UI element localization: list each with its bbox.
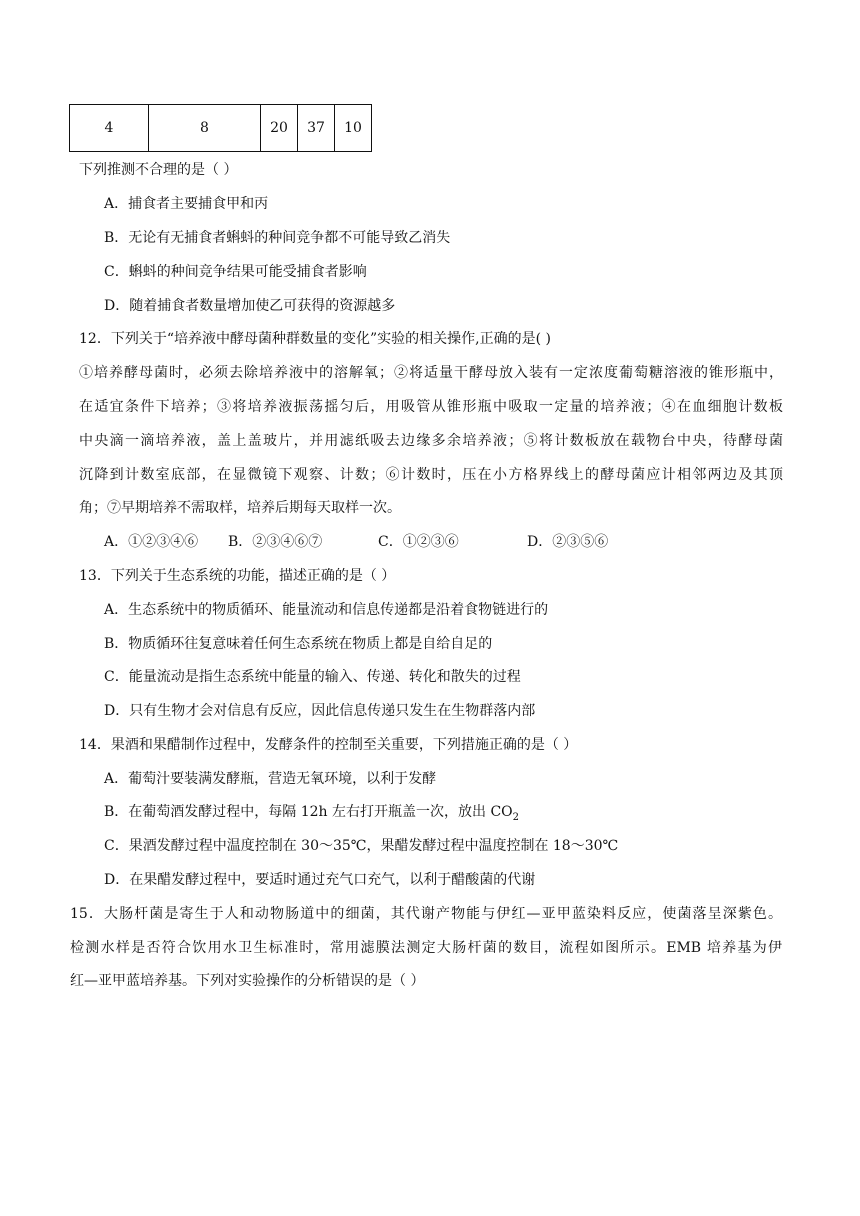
- data-table-fragment: [69, 104, 372, 152]
- q11-option-b: B．无论有无捕食者蝌蚪的种间竞争都不可能导致乙消失: [104, 230, 451, 246]
- q14-stem: 14．果酒和果醋制作过程中，发酵条件的控制至关重要，下列措施正确的是（ ）: [79, 737, 578, 753]
- q14-option-a: A．葡萄汁要装满发酵瓶，营造无氧环境，以利于发酵: [104, 771, 437, 787]
- q12-stem: 12．下列关于“培养液中酵母菌种群数量的变化”实验的相关操作,正确的是( ): [79, 331, 551, 347]
- q12-body-line: ①培养酵母菌时，必须去除培养液中的溶解氧；②将适量干酵母放入装有一定浓度葡萄糖溶液的锥形瓶中，: [79, 365, 783, 381]
- q13-option-c: C．能量流动是指生态系统中能量的输入、传递、转化和散失的过程: [104, 669, 521, 685]
- co2-subscript: 2: [512, 811, 520, 823]
- q12-body-line: 沉降到计数室底部，在显微镜下观察、计数；⑥计数时，压在小方格界线上的酵母菌应计相邻两边及其顶: [79, 467, 783, 483]
- q12-body-line: 中央滴一滴培养液，盖上盖玻片，并用滤纸吸去边缘多余培养液；⑤将计数板放在载物台中央，待酵母菌: [79, 433, 783, 449]
- q13-stem: 13．下列关于生态系统的功能，描述正确的是（ ）: [79, 568, 396, 584]
- table-cell: 10: [335, 105, 372, 152]
- q14-option-d: D．在果醋发酵过程中，要适时通过充气口充气，以利于醋酸菌的代谢: [104, 872, 536, 888]
- table-cell: 20: [261, 105, 298, 152]
- table-row: [70, 105, 372, 152]
- q12-option-c: C．①②③⑥: [378, 534, 459, 550]
- q13-option-a: A．生态系统中的物质循环、能量流动和信息传递都是沿着食物链进行的: [104, 602, 549, 618]
- q14-option-c: C．果酒发酵过程中温度控制在 30～35℃，果醋发酵过程中温度控制在 18～30℃: [104, 838, 619, 854]
- q15-line: 红—亚甲蓝培养基。下列对实验操作的分析错误的是（ ）: [70, 973, 425, 989]
- q15-line: 15．大肠杆菌是寄生于人和动物肠道中的细菌，其代谢产物能与伊红—亚甲蓝染料反应，使菌落呈深紫色。: [70, 906, 782, 922]
- table-cell: 37: [298, 105, 335, 152]
- q14-option-b-text: B．在葡萄酒发酵过程中，每隔 12h 左右打开瓶盖一次，放出 CO: [104, 804, 513, 820]
- q12-option-b: B．②③④⑥⑦: [228, 534, 323, 550]
- q13-option-b: B．物质循环往复意味着任何生态系统在物质上都是自给自足的: [104, 636, 493, 652]
- q11-option-a: A．捕食者主要捕食甲和丙: [104, 196, 269, 212]
- q15-line: 检测水样是否符合饮用水卫生标准时，常用滤膜法测定大肠杆菌的数目，流程如图所示。EMB 培养基为伊: [70, 940, 782, 956]
- q11-option-d: D．随着捕食者数量增加使乙可获得的资源越多: [104, 298, 396, 314]
- q11-option-c: C．蝌蚪的种间竞争结果可能受捕食者影响: [104, 264, 367, 280]
- q12-body-line: 在适宜条件下培养；③将培养液振荡摇匀后，用吸管从锥形瓶中吸取一定量的培养液；④在血细胞计数板: [79, 399, 783, 415]
- q12-option-a: A．①②③④⑥: [104, 534, 199, 550]
- table-cell: 8: [149, 105, 261, 152]
- q14-option-b: [104, 802, 519, 822]
- q12-option-d: D．②③⑤⑥: [527, 534, 609, 550]
- table-cell: 4: [70, 105, 149, 152]
- q13-option-d: D．只有生物才会对信息有反应，因此信息传递只发生在生物群落内部: [104, 703, 536, 719]
- q11-stem: 下列推测不合理的是（ ）: [79, 162, 238, 178]
- q12-body-line: 角；⑦早期培养不需取样，培养后期每天取样一次。: [79, 500, 401, 516]
